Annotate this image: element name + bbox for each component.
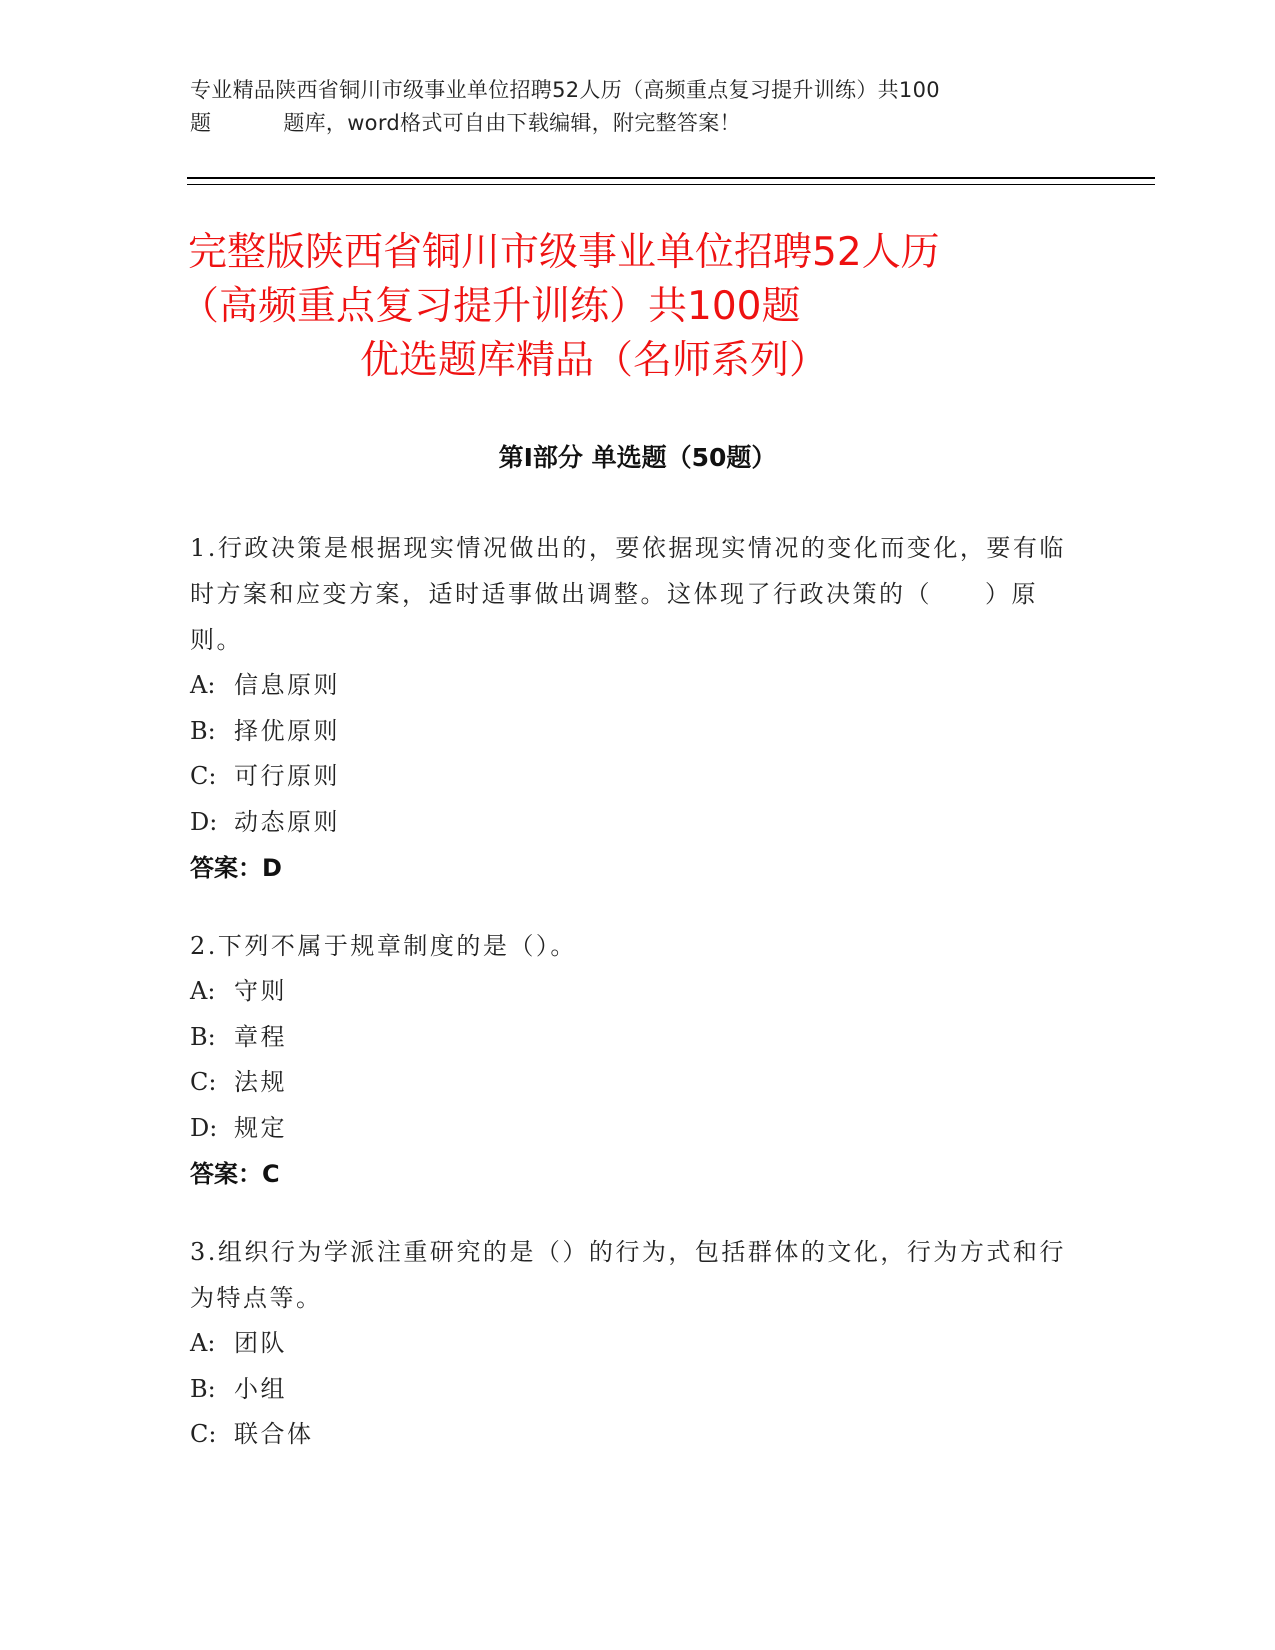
question-stem: 2.下列不属于规章制度的是（）。 — [190, 932, 577, 960]
option-letter: C: — [190, 762, 217, 790]
option-b — [190, 1367, 1090, 1413]
section-title: 第Ⅰ部分 单选题（50题） — [498, 443, 777, 472]
option-text: 可行原则 — [234, 762, 340, 790]
question-list — [190, 525, 1090, 1490]
option-text: 守则 — [234, 977, 287, 1005]
option-letter: A: — [190, 1329, 216, 1357]
option-letter: B: — [190, 716, 216, 745]
question-stem: 3.组织行为学派注重研究的是（）的行为，包括群体的文化，行为方式和行为特点等。 — [190, 1238, 1066, 1312]
option-c — [190, 1060, 1090, 1106]
option-letter: A: — [190, 977, 216, 1005]
option-letter: B: — [190, 1022, 216, 1051]
header-note — [190, 74, 1090, 140]
option-b — [190, 709, 1090, 755]
header-divider-thick — [187, 177, 1155, 179]
document-title-line1: 完整版陕西省铜川市级事业单位招聘52人历 — [188, 230, 940, 275]
header-divider-thin — [187, 184, 1155, 185]
option-text: 团队 — [234, 1329, 287, 1357]
option-d — [190, 800, 1090, 846]
option-a — [190, 663, 1090, 709]
answer-line: 答案：D — [190, 854, 282, 882]
option-c — [190, 754, 1090, 800]
option-text: 小组 — [234, 1374, 287, 1403]
question-3 — [190, 1229, 1090, 1458]
option-text: 信息原则 — [234, 671, 340, 699]
option-letter: C: — [190, 1068, 217, 1096]
document-title-line3: 优选题库精品（名师系列） — [360, 338, 829, 383]
option-c — [190, 1412, 1090, 1458]
option-d — [190, 1106, 1090, 1152]
answer-line: 答案：C — [190, 1160, 280, 1188]
option-a — [190, 969, 1090, 1015]
header-note-line2 — [190, 107, 1090, 140]
question-stem: 1.行政决策是根据现实情况做出的，要依据现实情况的变化而变化，要有临时方案和应变方案，适时适事做出调整。这体现了行政决策的（ ）原则。 — [190, 534, 1066, 654]
option-text: 规定 — [234, 1113, 287, 1142]
option-letter: B: — [190, 1374, 216, 1403]
option-text: 择优原则 — [234, 716, 340, 745]
option-letter: C: — [190, 1420, 217, 1448]
option-b — [190, 1015, 1090, 1061]
option-letter: D: — [190, 1113, 218, 1142]
document-title — [180, 226, 1188, 388]
option-text: 联合体 — [234, 1420, 314, 1448]
question-2 — [190, 923, 1090, 1197]
question-1 — [190, 525, 1090, 891]
header-note-line2-start: 题 — [190, 111, 212, 135]
option-text: 章程 — [234, 1022, 287, 1051]
option-a — [190, 1321, 1090, 1367]
option-letter: A: — [190, 671, 216, 699]
option-text: 法规 — [234, 1068, 287, 1096]
header-note-line2-rest: 题库，word格式可自由下载编辑，附完整答案！ — [283, 111, 741, 135]
option-letter: D: — [190, 807, 218, 836]
option-text: 动态原则 — [234, 807, 340, 836]
header-note-line1: 专业精品陕西省铜川市级事业单位招聘52人历（高频重点复习提升训练）共100 — [190, 78, 940, 102]
document-title-line2: （高频重点复习提升训练）共100题 — [180, 284, 801, 329]
